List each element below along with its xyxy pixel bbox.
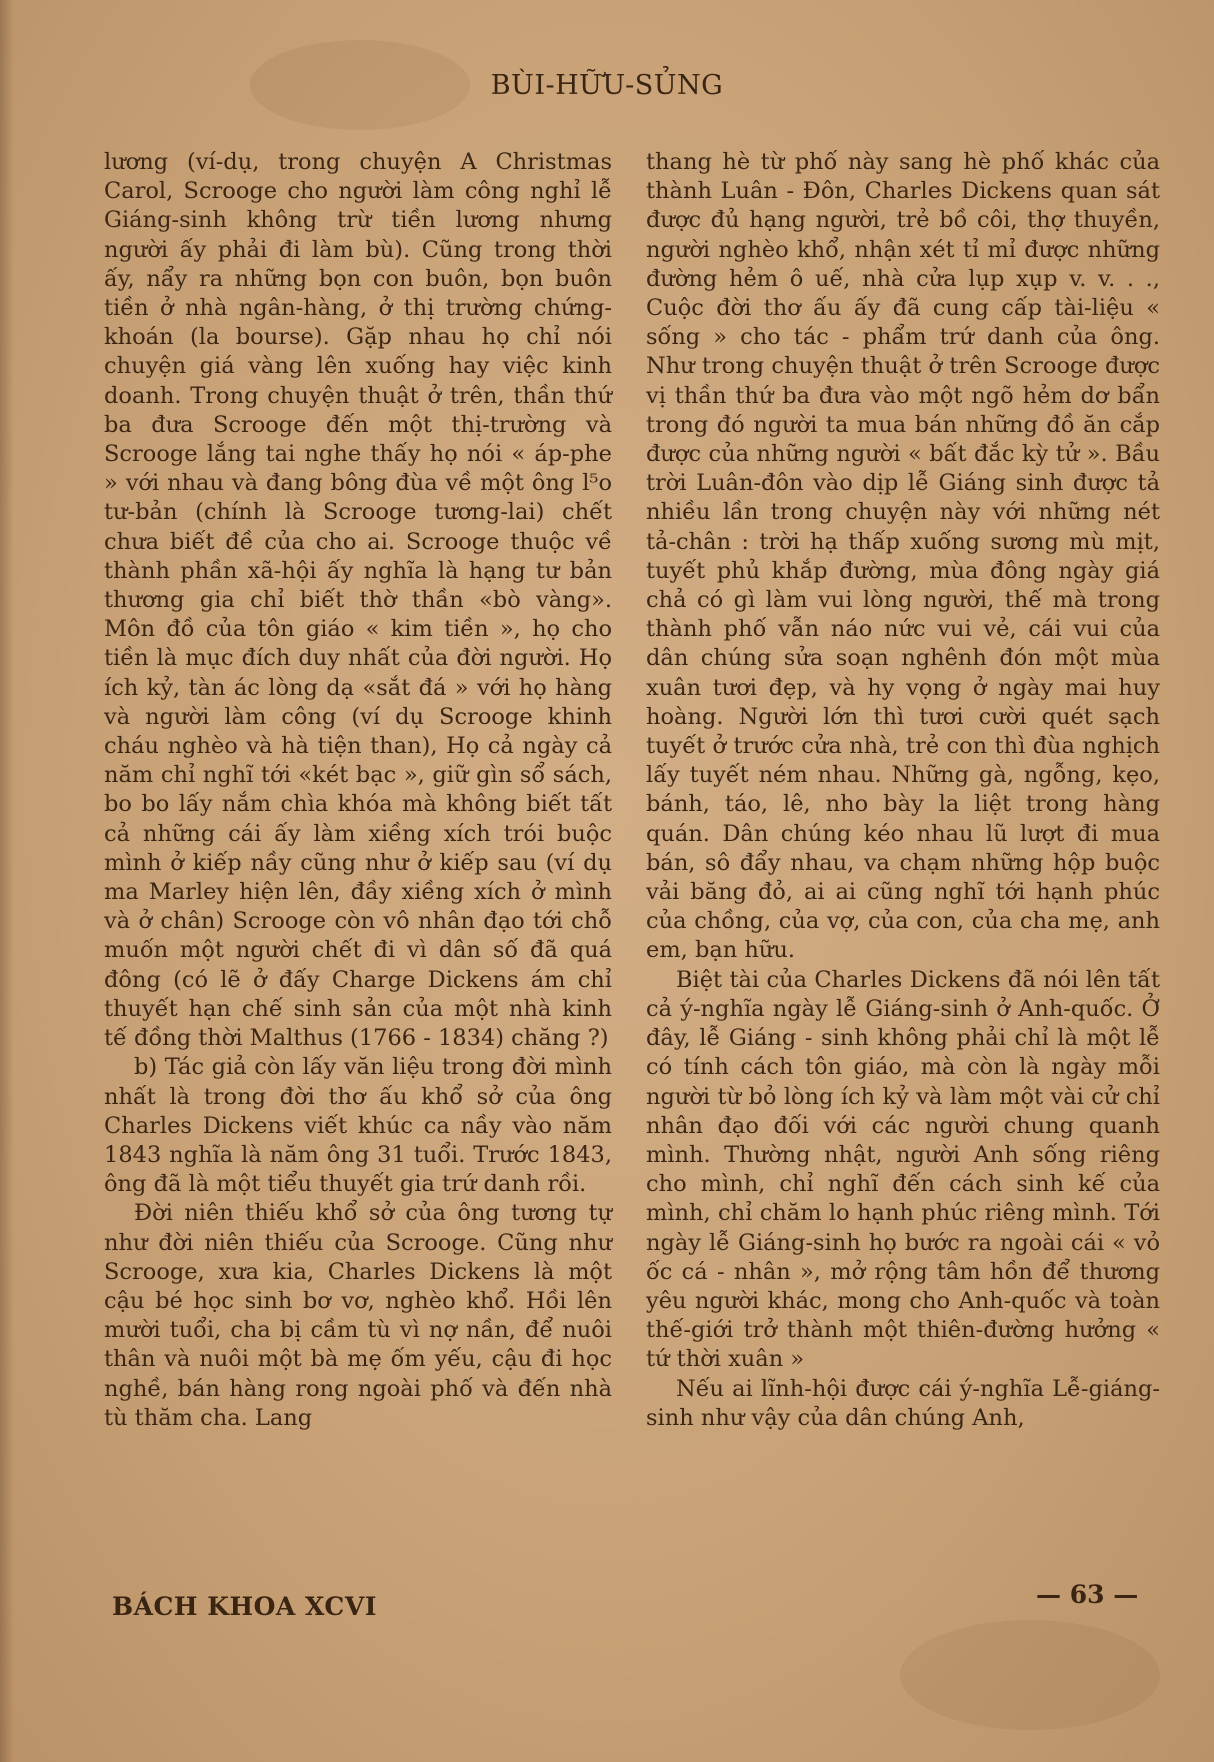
magazine-footer: BÁCH KHOA XCVI: [112, 1592, 377, 1621]
paragraph: thang hè từ phố này sang hè phố khác của thành Luân - Đôn, Charles Dickens quan sát được đủ hạng người, trẻ bồ côi, thợ thuyền, người nghèo khổ, nhận xét tỉ mỉ được những đường hẻm ô uế, nhà cửa lụp xụp v. v. . ., Cuộc đời thơ ấu ấy đã cung cấp tài-liệu « sống » cho tác - phẩm trứ danh của ông. Như trong chuyện thuật ở trên Scrooge được vị thần thứ ba đưa vào một ngõ hẻm dơ bẩn trong đó người ta mua bán những đồ ăn cắp được của những người « bất đắc kỳ tử ». Bầu trời Luân-đôn vào dịp lễ Giáng sinh được tả nhiều lần trong chuyện này với những nét tả-chân : trời hạ thấp xuống sương mù mịt, tuyết phủ khắp đường, mùa đông ngày giá chả có gì làm vui lòng người, thế mà trong thành phố vẫn náo nức vui vẻ, cái vui của dân chúng sửa soạn nghênh đón một mùa xuân tươi đẹp, và hy vọng ở ngày mai huy hoàng. Người lớn thì tươi cười quét sạch tuyết ở trước cửa nhà, trẻ con thì đùa nghịch lấy tuyết ném nhau. Những gà, ngỗng, kẹo, bánh, táo, lê, nho bày la liệt trong hàng quán. Dân chúng kéo nhau lũ lượt đi mua bán, sô đẩy nhau, va chạm những hộp buộc vải băng đỏ, ai ai cũng nghĩ tới hạnh phúc của chồng, của vợ, của con, của cha mẹ, anh em, bạn hữu.: [646, 149, 1160, 964]
paragraph: Đời niên thiếu khổ sở của ông tương tự như đời niên thiếu của Scrooge. Cũng như Scrooge, xưa kia, Charles Dickens là một cậu bé học sinh bơ vơ, nghèo khổ. Hồi lên mười tuổi, cha bị cầm tù vì nợ nần, để nuôi thân và nuôi một bà mẹ ốm yếu, cậu đi học nghề, bán hàng rong ngoài phố và đến nhà tù thăm cha. Lang: [104, 1200, 612, 1431]
left-column: [104, 148, 612, 1433]
paragraph: b) Tác giả còn lấy văn liệu trong đời mình nhất là trong đời thơ ấu khổ sở của ông Charles Dickens viết khúc ca nầy vào năm 1843 nghĩa là năm ông 31 tuổi. Trước 1843, ông đã là một tiểu thuyết gia trứ danh rồi.: [104, 1054, 612, 1198]
paragraph: lương (ví-dụ, trong chuyện A Christmas Carol, Scrooge cho người làm công nghỉ lễ Giáng-sinh không trừ tiền lương nhưng người ấy phải đi làm bù). Cũng trong thời ấy, nẩy ra những bọn con buôn, bọn buôn tiền ở nhà ngân-hàng, ở thị trường chứng-khoán (la bourse). Gặp nhau họ chỉ nói chuyện giá vàng lên xuống hay việc kinh doanh. Trong chuyện thuật ở trên, thần thứ ba đưa Scrooge đến một thị-trường và Scrooge lắng tai nghe thấy họ nói « áp-phe » với nhau và đang bông đùa về một ông l⁵o tư-bản (chính là Scrooge tương-lai) chết chưa biết đề của cho ai. Scrooge thuộc về thành phần xã-hội ấy nghĩa là hạng tư bản thương gia chỉ biết thờ thần «bò vàng». Môn đồ của tôn giáo « kim tiền », họ cho tiền là mục đích duy nhất của đời người. Họ ích kỷ, tàn ác lòng dạ «sắt đá » với họ hàng và người làm công (ví dụ Scrooge khinh cháu nghèo và hà tiện than), Họ cả ngày cả năm chỉ nghĩ tới «két bạc », giữ gìn sổ sách, bo bo lấy nắm chìa khóa mà không biết tất cả những cái ấy làm xiềng xích trói buộc mình ở kiếp nầy cũng như ở kiếp sau (ví dụ ma Marley hiện lên, đầy xiềng xích ở mình và ở chân) Scrooge còn vô nhân đạo tới chỗ muốn một người chết đi vì dân số đã quá đông (có lẽ ở đấy Charge Dickens ám chỉ thuyết hạn chế sinh sản của một nhà kinh tế đồng thời Malthus (1766 - 1834) chăng ?): [104, 149, 612, 1052]
paper-stain: [900, 1620, 1160, 1730]
page-number: — 63 —: [1036, 1580, 1139, 1609]
page-edge-shadow: [0, 0, 14, 1762]
running-header: BÙI-HỮU-SỦNG: [490, 70, 724, 101]
paragraph: Biệt tài của Charles Dickens đã nói lên tất cả ý-nghĩa ngày lễ Giáng-sinh ở Anh-quốc. Ở đây, lễ Giáng - sinh không phải chỉ là một lễ có tính cách tôn giáo, mà còn là ngày mỗi người từ bỏ lòng ích kỷ và làm một vài cử chỉ nhân đạo đối với các người chung quanh mình. Thường nhật, người Anh sống riêng cho mình, chỉ nghĩ đến cách sinh kế của mình, chỉ chăm lo hạnh phúc riêng mình. Tới ngày lễ Giáng-sinh họ bước ra ngoài cái « vỏ ốc cá - nhân », mở rộng tâm hồn để thương yêu người khác, mong cho Anh-quốc và toàn thế-giới trở thành một thiên-đường hưởng « tứ thời xuân »: [646, 966, 1160, 1373]
right-column: [646, 148, 1160, 1433]
paragraph: Nếu ai lĩnh-hội được cái ý-nghĩa Lễ-giáng-sinh như vậy của dân chúng Anh,: [646, 1375, 1160, 1431]
